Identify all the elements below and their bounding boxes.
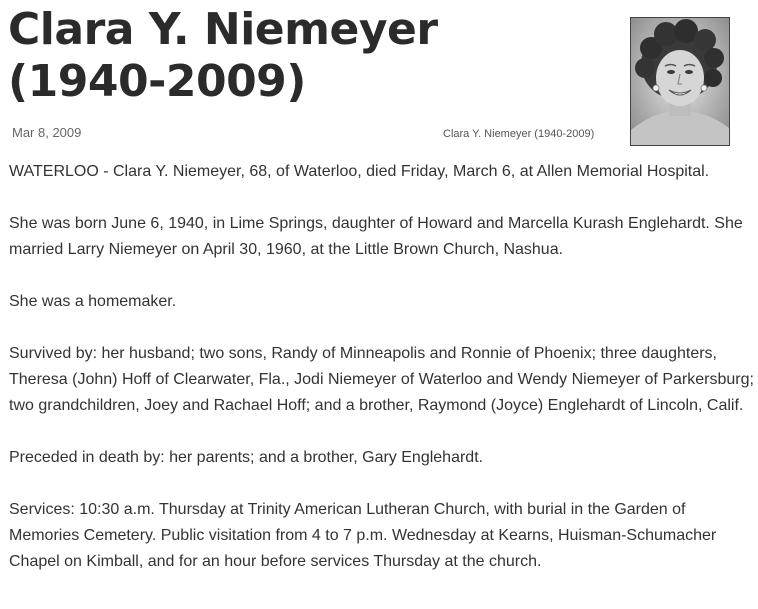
paragraph-preceded: Preceded in death by: her parents; and a brother, Gary Englehardt. — [9, 449, 484, 466]
photo-caption: Clara Y. Niemeyer (1940-2009) — [443, 128, 595, 140]
obituary-headline — [8, 4, 608, 108]
headline-name: Clara Y. Niemeyer — [8, 4, 438, 55]
obituary-body — [9, 159, 754, 601]
paragraph-birth-marriage: She was born June 6, 1940, in Lime Springs, daughter of Howard and Marcella Kurash Englehardt. She married Larry Niemeyer on April 30, 1960, at the Little Brown Church, Nashua. — [9, 215, 743, 258]
paragraph-death-notice: WATERLOO - Clara Y. Niemeyer, 68, of Waterloo, died Friday, March 6, at Allen Memorial Hospital. — [9, 163, 710, 180]
headline-years: (1940-2009) — [8, 56, 306, 107]
publish-date: Mar 8, 2009 — [12, 125, 82, 140]
paragraph-services: Services: 10:30 a.m. Thursday at Trinity American Lutheran Church, with burial in the Garden of Memories Cemetery. Public visitation from 4 to 7 p.m. Wednesday at Kearns, Huisman-Schumacher Chapel on Kimball, and for an hour before services Thursday at the church. — [9, 501, 717, 570]
portrait-image — [631, 18, 729, 145]
portrait-photo[interactable] — [630, 17, 730, 146]
paragraph-occupation: She was a homemaker. — [9, 293, 177, 310]
paragraph-survivors: Survived by: her husband; two sons, Randy of Minneapolis and Ronnie of Phoenix; three daughters, Theresa (John) Hoff of Clearwater, Fla., Jodi Niemeyer of Waterloo and Wendy Niemeyer of Parkersburg; two grandchildren, Joey and Rachael Hoff; and a brother, Raymond (Joyce) Englehardt of Lincoln, Calif. — [9, 345, 754, 414]
